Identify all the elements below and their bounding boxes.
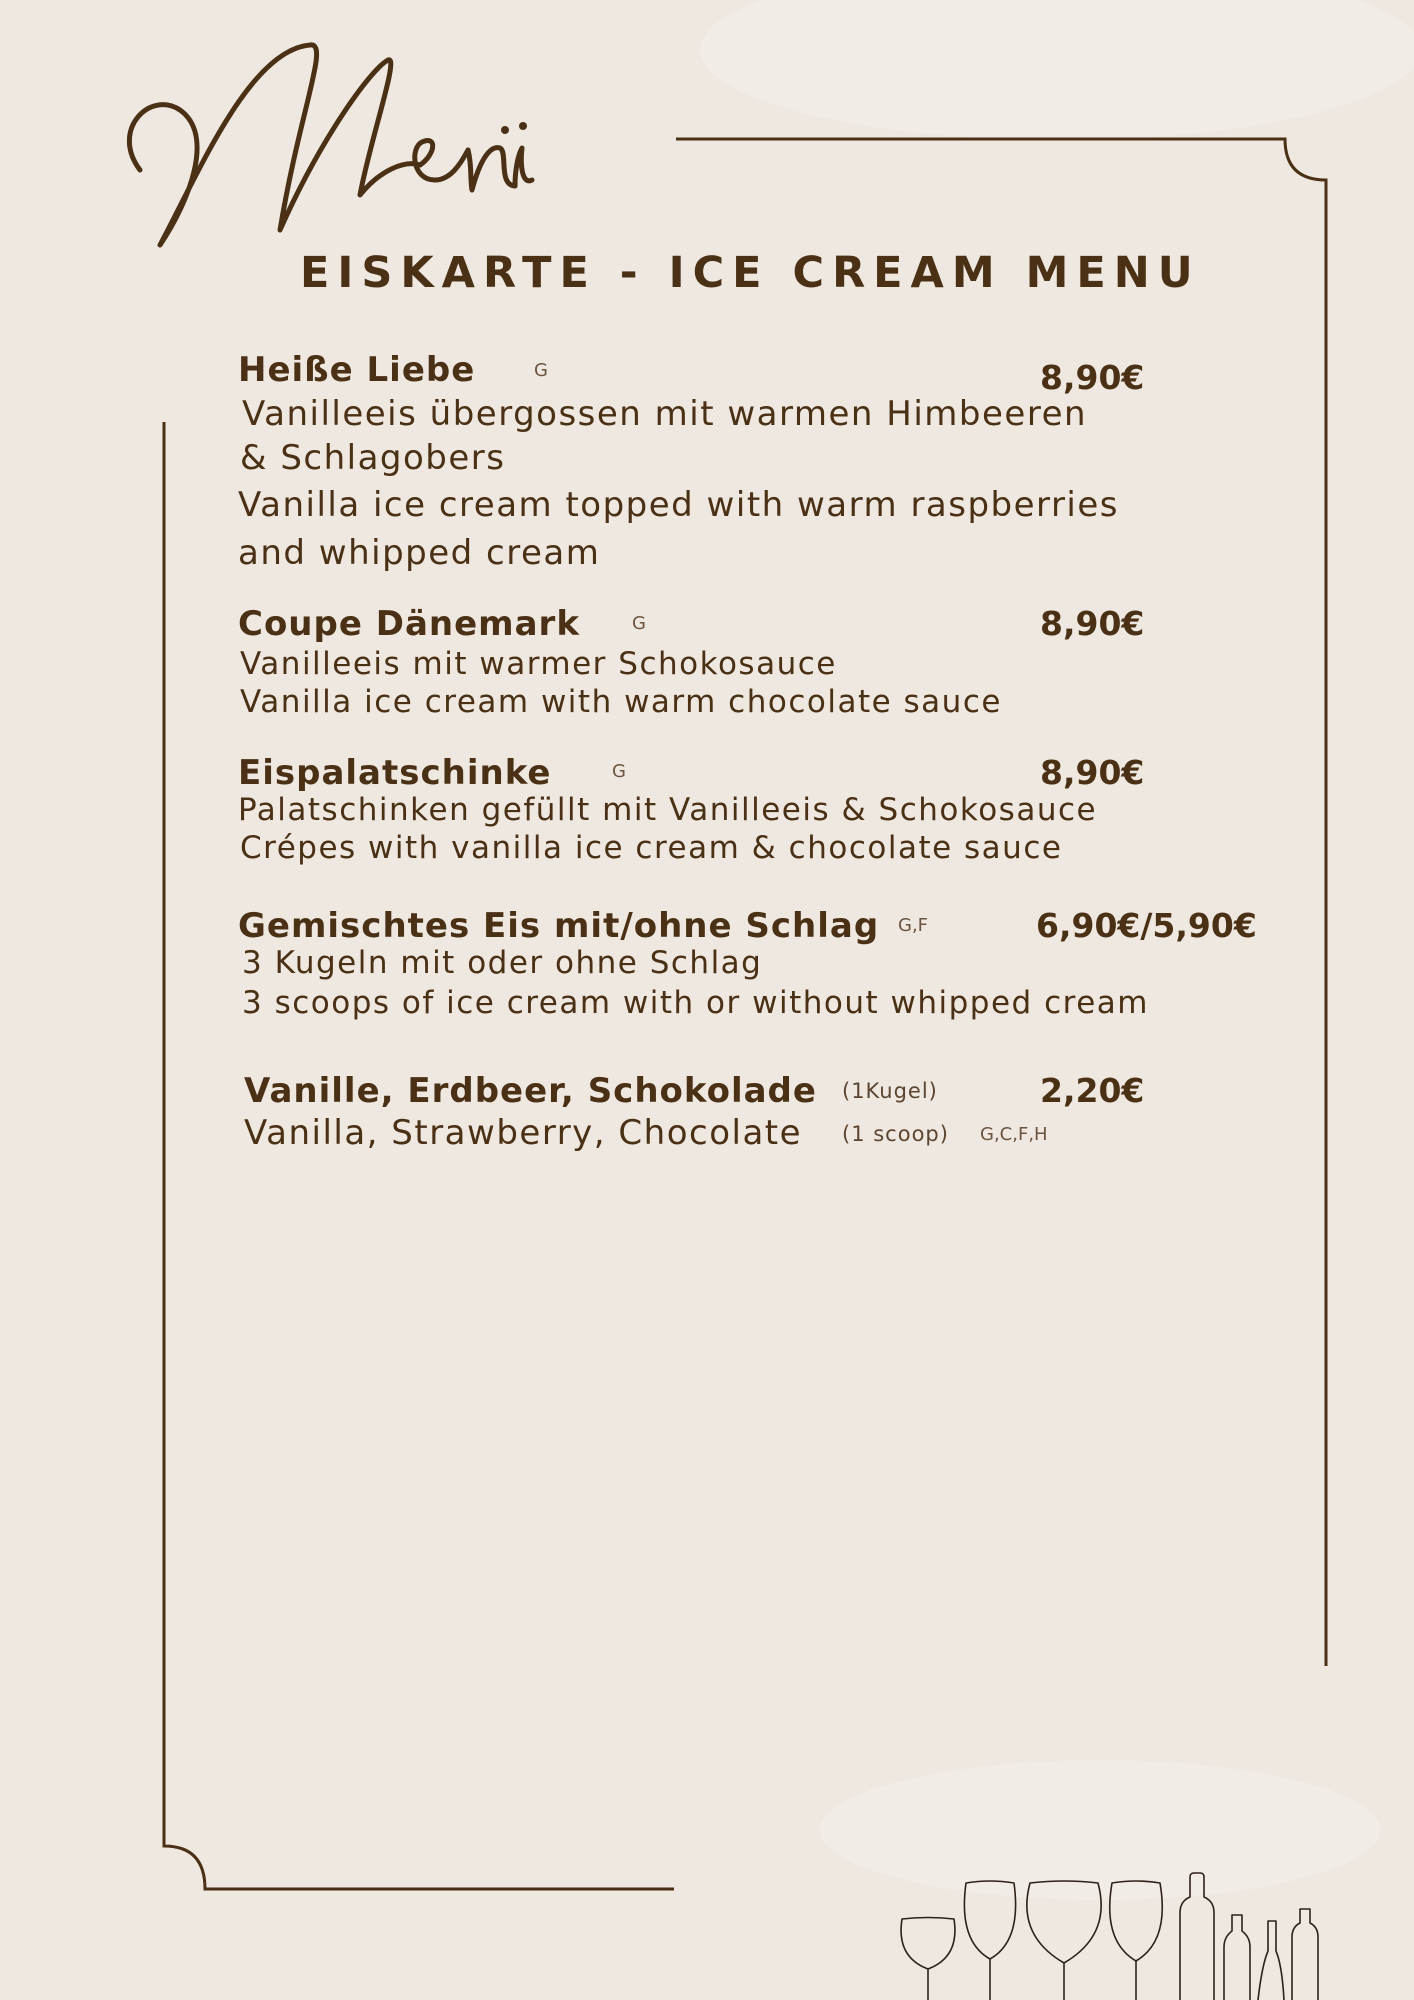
item-description-de: 3 Kugeln mit oder ohne Schlag [242, 945, 763, 981]
item-unit-de: (1Kugel) [842, 1079, 938, 1103]
item-price: 6,90€/5,90€ [1036, 906, 1257, 945]
item-description-en: Crépes with vanilla ice cream & chocolate sauce [240, 830, 1063, 866]
item-name: Gemischtes Eis mit/ohne Schlag [238, 906, 880, 946]
item-price: 8,90€ [1040, 358, 1145, 397]
item-allergens: G,F [898, 915, 929, 936]
item-unit-en: (1 scoop) [842, 1122, 949, 1146]
item-description-de: & Schlagobers [240, 438, 506, 478]
item-allergens: G,C,F,H [980, 1124, 1048, 1145]
item-description-en: Vanilla ice cream topped with warm raspberries [238, 485, 1119, 525]
item-name: Vanille, Erdbeer, Schokolade [244, 1071, 817, 1111]
item-description-de: Vanilleeis mit warmer Schokosauce [240, 646, 837, 682]
item-description-en: Vanilla, Strawberry, Chocolate [244, 1113, 803, 1153]
item-allergens: G [612, 761, 626, 782]
wine-glasses-and-bottles-icon [890, 1865, 1340, 2000]
menu-heading: EISKARTE - ICE CREAM MENU [300, 248, 1201, 298]
item-price: 8,90€ [1040, 604, 1145, 643]
item-description-en: 3 scoops of ice cream with or without whipped cream [242, 985, 1149, 1021]
item-name: Heiße Liebe [238, 350, 476, 390]
item-allergens: G [534, 360, 548, 381]
item-price: 2,20€ [1040, 1071, 1145, 1110]
item-price: 8,90€ [1040, 753, 1145, 792]
item-name: Coupe Dänemark [238, 604, 580, 644]
item-description-de: Vanilleeis übergossen mit warmen Himbeeren [242, 394, 1088, 434]
item-description-de: Palatschinken gefüllt mit Vanilleeis & Schokosauce [238, 792, 1098, 828]
item-name: Eispalatschinke [238, 753, 552, 793]
item-description-en: and whipped cream [238, 533, 601, 573]
item-description-en: Vanilla ice cream with warm chocolate sauce [240, 684, 1002, 720]
item-allergens: G [632, 613, 646, 634]
menu-script-title [120, 20, 540, 260]
